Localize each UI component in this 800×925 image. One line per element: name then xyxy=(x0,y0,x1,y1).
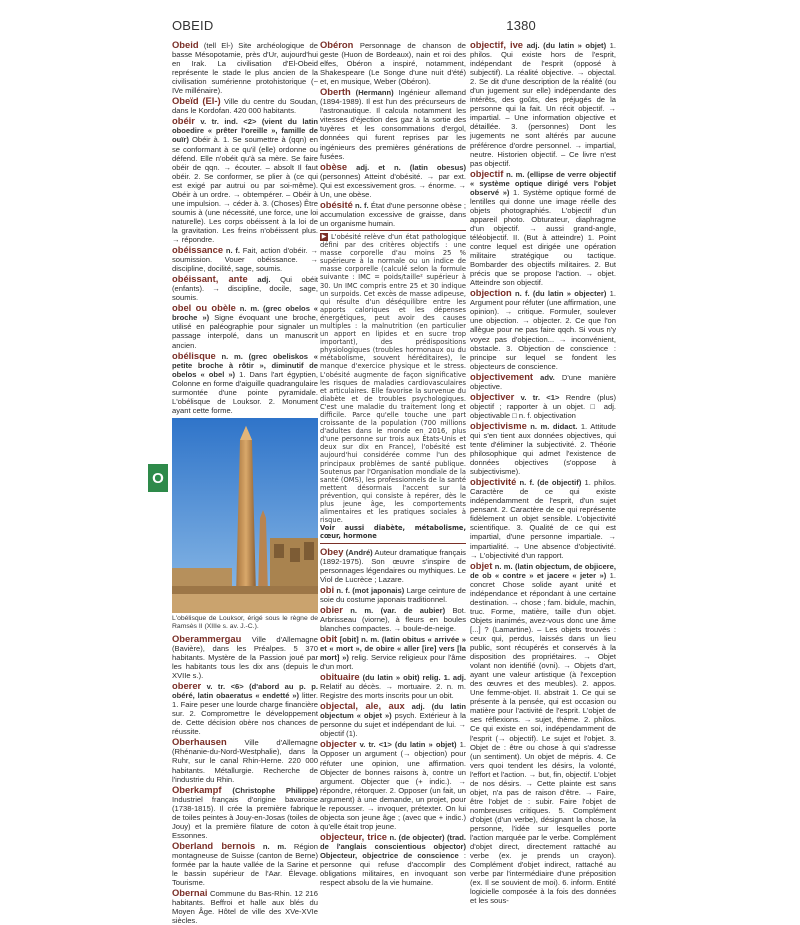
page-number: 1380 xyxy=(506,18,536,33)
entry-grammar: n. m. (ellipse de verre objectif « système optique dirigé vers l'objet observé ») xyxy=(470,169,616,197)
entry-definition: 1. Système optique formé de lentilles qui donne une image réelle des objets photographiés. L'objectif d'un appareil photo. Obturateur, diaphragme d'un objectif. → aussi grand-angle, téléobjectif. II. (But à atteindre) 1. Point contre lequel est dirigée une opération militaire stratégique ou tactique. Bombarder des objectifs militaires. 2. But précis que se propose l'action. → objet. Atteindre son objectif. xyxy=(470,187,616,288)
dictionary-entry xyxy=(320,40,466,86)
dictionary-entry xyxy=(172,96,318,115)
entry-grammar: v. tr. <6> (d'abord au p. p. obéré, latin obaeratus « endetté ») xyxy=(172,682,318,701)
running-head xyxy=(172,18,782,36)
entry-grammar: n. m. (grec obeliskos « petite broche à rôtir », diminutif de obelos « obel ») xyxy=(172,351,318,379)
dictionary-entry xyxy=(172,351,318,415)
obesity-note-see-also: Voir aussi diabète, métabolisme, cœur, hormone xyxy=(320,524,466,541)
dictionary-entry xyxy=(320,162,466,199)
entry-headword: obi xyxy=(320,583,335,595)
dictionary-entry xyxy=(172,303,318,349)
dictionary-entry xyxy=(172,274,318,302)
entry-headword: Oberkampf xyxy=(172,783,222,795)
entry-headword: Obeïd (El-) xyxy=(172,95,221,107)
entry-grammar: v. tr. ind. <2> (vient du latin oboedire « prêter l'oreille », famille de ouïr) xyxy=(172,117,318,145)
entry-definition: 1. philos. Caractère de ce qui existe indépendamment de l'esprit, d'un sujet pensant. 2. Caractère de ce qui représente fidèlement un objet sensible. L'objectivité scientifique. 3. Qualité de ce qui est impartial, d'une personne impartiale. → impartialité. → Une absence d'objectivité. → L'objectivité d'un rapport. xyxy=(470,478,616,560)
dictionary-entry xyxy=(320,739,466,830)
entry-headword: objectivement xyxy=(470,370,534,382)
entry-definition: litter. 1. Faire peser une lourde charge financière sur. 2. Compromettre le développement de. Cette décision obère nos chances de réussite. xyxy=(172,691,318,737)
entry-headword: Obeid xyxy=(172,39,199,50)
dictionary-entry xyxy=(320,701,466,738)
dictionary-entry xyxy=(470,169,616,288)
entry-grammar: adj. (du latin » objet) xyxy=(526,41,607,50)
entry-definition: : personne qui refuse d'accomplir des obligations militaires, en invoquant son respect absolu de la vie humaine. xyxy=(320,851,466,888)
entry-definition: Bot. Arbrisseau (viorne), à fleurs en boules blanches compactes. → boule-de-neige. xyxy=(320,605,466,633)
entry-headword: oberer xyxy=(172,680,202,692)
entry-definition: Fait, action d'obéir. → soumission. Vouer obéissance. → discipline, docilité, sage, soumis. xyxy=(172,246,318,274)
entry-grammar: adj. et n. (latin obesus) xyxy=(356,162,466,172)
entry-grammar: (André) xyxy=(345,547,373,557)
entry-headword: objecteur, trice xyxy=(320,830,388,842)
dictionary-entry xyxy=(320,200,466,228)
dictionary-entry xyxy=(320,87,466,160)
dictionary-entry xyxy=(172,785,318,840)
entry-grammar: v. tr. <1> (du latin » objet) xyxy=(359,740,457,750)
obelisk-photo xyxy=(172,418,318,613)
entry-headword: objectivité xyxy=(470,476,517,488)
entry-headword: obit xyxy=(320,632,338,644)
dictionary-entry xyxy=(320,672,466,700)
entry-grammar: adj. (du latin objectum « objet ») xyxy=(320,702,466,721)
entry-headword: obituaire xyxy=(320,671,360,683)
photo-caption: L'obélisque de Louksor, érigé sous le règne de Ramsès II (XIIIe s. av. J.-C.). xyxy=(172,614,318,630)
entry-grammar: adj. xyxy=(257,275,271,285)
entry-definition: Personnage de chanson de geste (Huon de Bordeaux), nain et roi des elfes, Obéron a inspiré, notamment, Shakespeare (Le Songe d'une nuit d'été) et, en musique, Weber (Obéron). xyxy=(320,41,466,87)
entry-headword: obéissance xyxy=(172,244,224,256)
column-1 xyxy=(172,39,318,925)
dictionary-entry xyxy=(172,841,318,887)
entry-headword: Obernai xyxy=(172,887,208,899)
obelisk-illustration xyxy=(172,418,318,613)
entry-headword: obel ou obèle xyxy=(172,302,236,314)
entry-definition: D'une manière objective. xyxy=(470,372,616,391)
entry-headword: obélisque xyxy=(172,349,216,361)
entry-definition: Ingénieur allemand (1894-1989). Il est l'un des précurseurs de l'astronautique. Il calcula notamment les vitesses d'éjection des gaz à la sortie des tuyères et les consommations d'ergol, données qui furent reprises par les ingénieurs des premières générations de fusées. xyxy=(320,88,466,161)
entry-grammar: n. f. (du latin » objecter) xyxy=(514,289,607,299)
dictionary-entry xyxy=(172,888,318,925)
dictionary-entry xyxy=(470,392,616,420)
entry-definition: Ville d'Allemagne (Bavière), dans les Préalpes. 5 370 habitants. Mystère de la Passion joué par les habitants tous les dix ans (depuis le XVIIe s.). xyxy=(172,634,318,681)
dictionary-entry xyxy=(470,40,616,168)
entry-headword: Oberth xyxy=(320,86,351,98)
entry-definition: Auteur dramatique français (1892-1975). Son œuvre s'inspire de personnages légendaires ou mythiques. Le Viol de Lucrèce ; Lazare. xyxy=(320,547,466,584)
entry-definition: Ville d'Allemagne (Rhénanie-du-Nord-Westphalie), dans la Ruhr, sur le canal Rhin-Herne. 220 000 habitants. Métallurgie. Recherche de l'industrie du Rhin. xyxy=(172,738,318,784)
entry-headword: Oberammergau xyxy=(172,632,242,644)
note-marker-icon: ▶ xyxy=(321,232,327,240)
dictionary-entry xyxy=(172,40,318,95)
entry-headword: objectal, ale, aux xyxy=(320,700,405,712)
entry-headword: objectiver xyxy=(470,390,515,402)
entry-grammar: (Hermann) xyxy=(355,88,394,98)
entry-headword: objection xyxy=(470,287,512,299)
entry-definition: Industriel français d'origine bavaroise (1738-1815). Il crée la première fabrique de toiles peintes à Jouy-en-Josas (toiles de Jouy) et la première filature de coton à Essonnes. xyxy=(172,794,318,840)
entry-definition: relig. Service religieux pour l'âme d'un mort. xyxy=(320,653,466,672)
entry-definition: 1. Attitude qui s'en tient aux données objectives, qui tente d'éliminer la subjectivité. 2. Théorie philosophique qui admet l'existence de données objectives (s'oppose à subjectivisme). xyxy=(470,421,616,477)
entry-grammar: n. m. (grec obelos « broche ») xyxy=(172,304,318,323)
entry-definition: 1. Dans l'art égyptien, Colonne en forme d'aiguille quadrangulaire surmontée d'une pointe pyramidale. L'obélisque de Louksor. 2. Monument ayant cette forme. xyxy=(172,369,318,415)
entry-headword: obésité xyxy=(320,198,353,210)
obesity-note-text: L'obésité relève d'un état pathologique défini par des critères objectifs : une masse corporelle d'au moins 25 % supérieure à la normale ou un indice de masse corporelle (calculé selon la formule suivante : IMC = poids/taille² supérieur à 30. Un IMC compris entre 25 et 30 indique un surpoids. Cet excès de masse adipeuse, qui résulte d'un déséquilibre entre les apports caloriques et les dépenses énergétiques, peut avoir des causes multiples : la malnutrition (en particulier un apport en lipides et en sucre trop important), des prédispositions physiologiques (troubles hormonaux ou du métabolisme, souvent héréditaires), le manque d'exercice physique et le stress. L'obésité augmente de façon significative les risques de maladies cardiovasculaires et articulaires. Elle favorise la survenue du diabète et de troubles psychologiques. C'est une maladie du traitement long et difficile. Parce qu'elle touche une part croissante de la population (700 millions d'adultes dans le monde en 2016, plus d'une personne sur trois aux États-Unis et deux sur dix en France), l'obésité est aujourd'hui considérée comme l'un des principaux problèmes de santé publique. Soutenus par l'Organisation mondiale de la santé (OMS), les professionnels de la santé mettent désormais l'accent sur la prévention, qui consiste à repérer, dès le plus jeune âge, les comportements alimentaires et les pratiques sociales à risque. xyxy=(320,232,466,525)
entry-headword: obéissant, ante xyxy=(172,273,248,285)
entry-definition: Relatif au décès. → mortuaire. 2. n. m. Registre des morts inscrits pour un obit. xyxy=(320,682,466,701)
entry-headword: objectif, ive xyxy=(470,39,524,50)
entry-definition: (personnes) Atteint d'obésité. → par ext. Qui est excessivement gros. → énorme. → Un, une obèse. xyxy=(320,171,466,199)
dictionary-entry xyxy=(320,547,466,584)
entry-grammar: n. f. xyxy=(355,200,369,210)
entry-grammar: (du latin » obit) relig. 1. adj. xyxy=(362,673,466,683)
dictionary-entry xyxy=(470,372,616,391)
entry-grammar: n. m. (var. de aubier) xyxy=(350,605,446,615)
entry-grammar: n. m. (latin objectum, de objicere, de ob « contre » et jacere « jeter ») xyxy=(470,561,616,580)
dictionary-entry xyxy=(172,245,318,273)
entry-grammar: adv. xyxy=(540,372,555,382)
entry-headword: objectivisme xyxy=(470,419,527,431)
entry-definition: Large ceinture de soie du costume japonais traditionnel. xyxy=(320,585,466,604)
dictionary-entry xyxy=(172,737,318,783)
dictionary-entry xyxy=(320,832,466,887)
dictionary-entry xyxy=(172,681,318,736)
column-3-entries xyxy=(470,40,616,905)
entry-grammar: n. f. (mot japonais) xyxy=(336,585,405,595)
entry-definition: 1. Argument pour réfuter (une affirmation, une opinion). → critique. Formuler, soulever une objection. → objecter. 2. Ce que l'on allègue pour ne pas faire qqch. Si vous n'y voyez pas d'objection... → inconvénient, obstacle. 3. Objection de conscience : principe sur lequel se fondent les objecteurs de conscience. xyxy=(470,289,616,371)
column-1-entries xyxy=(172,40,318,415)
entry-grammar: n. f. (de objectif) xyxy=(519,478,582,488)
column-3 xyxy=(470,39,616,906)
column-1-entries-continued xyxy=(172,634,318,925)
guide-word: OBEID xyxy=(172,18,214,33)
entry-definition: 1. Opposer un argument (→ objection) pour réfuter une opinion, une affirmation. Objecter de bonnes raisons à, contre un argument. Objecter que (+ indic.). → répondre, rétorquer. 2. Opposer (un fait, un argument) à une demande, un projet, pour le repousser. → invoquer, prétexter. On lui objecta son jeune âge ; (avec que + indic.) qu'elle était trop jeune. xyxy=(320,740,466,831)
entry-definition: Commune du Bas-Rhin. 12 216 habitants. Beffroi et halle aux blés du Moyen Âge. Hôtel de ville des XVe-XVIe siècles. xyxy=(172,889,318,925)
entry-headword: obier xyxy=(320,603,343,615)
obesity-encyclopedic-note xyxy=(320,230,466,544)
entry-headword: Oberland bernois xyxy=(172,839,256,851)
entry-grammar: n. (de objecter) (trad. de l'anglais conscientious objector) Objecteur, objectrice de conscience xyxy=(320,832,466,860)
entry-definition: (tell El-) Site archéologique de basse Mésopotamie, près d'Ur, aujourd'hui en Irak. La civilisation d'El-Obeid représente le stade le plus ancien de la civilisation sumérienne protohistorique (~ IVe millénaire). xyxy=(172,41,318,96)
entry-grammar: [obit] n. m. (latin obitus « arrivée » et « mort », de obire « aller [ire] vers [la mort] ») xyxy=(320,634,466,663)
entry-headword: Oberhausen xyxy=(172,736,227,748)
dictionary-entry xyxy=(470,288,616,370)
dictionary-entry xyxy=(320,585,466,604)
entry-definition: Obéir à. 1. Se soumettre à (qqn) en se conformant à ce qu'il (elle) ordonne ou défend. Elle n'obéit qu'à sa mère. Se faire obéir de qqn. → écouter. – absolt Il faut obéir. 2. Se conformer, se plier à (ce qui est exigé par autrui ou par soi-même). Obéir à un ordre. → obtempérer. – Obéir à une impulsion. → céder à. 3. (Choses) Être soumis à (une nécessité, une force, une loi naturelle). Les corps obéissent à la loi de la gravitation. Les freins n'obéissent plus. → répondre. xyxy=(172,135,318,244)
dictionary-entry xyxy=(470,421,616,476)
entry-definition: Région montagneuse de Suisse (canton de Berne) formée par la haute vallée de la Sarine et le bassin supérieur de l'Aar. Élevage. Tourisme. xyxy=(172,841,318,888)
entry-definition: psych. Extérieur à la personne du sujet et indépendant de lui. → objectif (1). xyxy=(320,711,466,739)
entry-headword: obéir xyxy=(172,115,195,127)
entry-headword: obèse xyxy=(320,160,348,172)
entry-definition: Qui obéit (enfants). → discipline, docile, sage, soumis. xyxy=(172,275,318,303)
entry-grammar: n. m. xyxy=(262,841,287,851)
dictionary-entry xyxy=(470,477,616,559)
column-2 xyxy=(320,39,466,888)
column-2-entries-continued xyxy=(320,547,466,888)
entry-definition: Ville du centre du Soudan, dans le Kordofan. 420 000 habitants. xyxy=(172,97,318,116)
entry-definition: 1. philos. Qui existe hors de l'esprit, indépendant de l'esprit (opposé à subjectif). La réalité objective. → objectal. 2. Se dit d'une description de la réalité (ou d'un jugement sur elle) indépendante des intérêts, des goûts, des préjugés de la personne qui la fait. Un récit objectif. → impartial. – Une information objective et détaillée. 3. (personnes) Dont les jugements ne sont altérés par aucune préférence d'ordre personnel. → impartial, neutre. Historien objectif. – Ce livre n'est pas objectif. xyxy=(470,41,616,168)
dictionary-entry xyxy=(320,605,466,633)
dictionary-entry xyxy=(320,634,466,671)
entry-grammar: n. m. didact. xyxy=(530,421,578,431)
entry-grammar: (Christophe Philippe) xyxy=(232,785,318,795)
entry-grammar: v. tr. <1> xyxy=(520,392,560,402)
entry-headword: Obéron xyxy=(320,39,354,50)
thumb-index-tab[interactable]: O xyxy=(148,464,168,492)
entry-headword: Obey xyxy=(320,545,344,557)
column-2-entries xyxy=(320,40,466,228)
entry-headword: objectif xyxy=(470,167,504,179)
dictionary-entry xyxy=(470,561,616,906)
entry-definition: 1. concret Chose solide ayant unité et indépendance et répondant à une certaine destination. → chose ; fam. bidule, machin, truc. Forme, matière, taille d'un objet. Objets inanimés, avez-vous donc une âme [...] ? (Lamartine). – Les objets trouvés : ceux qui, perdus, laissés dans un lieu public, sont récupérés et conservés à la disposition des propriétaires. → Objet volant non identifié (ovni). → Objets d'art, ayant une valeur artistique (à l'exception des œuvres et des meubles). 2. appos. Une femme-objet. II. abstrait 1. Ce qui se présente à la pensée, qui est occasion ou matière pour l'activité de l'esprit. L'objet de ses réflexions. → sujet, thème. 2. philos. Ce qui existe en soi, indépendamment de l'esprit (→ objectif). Le sujet et l'objet. 3. Objet de : être ou chose à qui s'adresse (un sentiment). Un objet de mépris. 4. Ce vers quoi tendent les désirs, la volonté, l'effort et l'action. → but, fin, objectif. L'objet de nos désirs. → Cette plainte est sans objet, n'a pas de raison d'être. → Faire, être l'objet de : subir. Faire l'objet de nombreuses critiques. 5. Complément d'objet (d'un verbe), désignant la chose, la personne, l'idée sur lesquelles porte l'action marquée par le verbe. Complément d'objet direct, directement rattaché au verbe (ex. je prends un crayon). Complément d'objet indirect, rattaché au verbe par l'intermédiaire d'une préposition (ex. Il se souvient de moi). 6. inform. Entité logicielle composée à la fois des données et les sous- xyxy=(470,570,616,906)
dictionary-entry xyxy=(172,634,318,680)
entry-headword: objet xyxy=(470,559,493,571)
entry-definition: Signe évoquant une broche, utilisé en paléographie pour signaler un passage interpolé, dans un manuscrit ancien. xyxy=(172,313,318,350)
entry-definition: Rendre (plus) objectif ; rapporter à un objet. □ adj. objectivable □ n. f. objectivation xyxy=(470,392,616,420)
entry-grammar: n. f. xyxy=(225,246,241,256)
dictionary-entry xyxy=(172,116,318,244)
entry-headword: objecter xyxy=(320,738,357,750)
entry-definition: État d'une personne obèse ; accumulation excessive de graisse, dans un organisme humain. xyxy=(320,200,466,228)
